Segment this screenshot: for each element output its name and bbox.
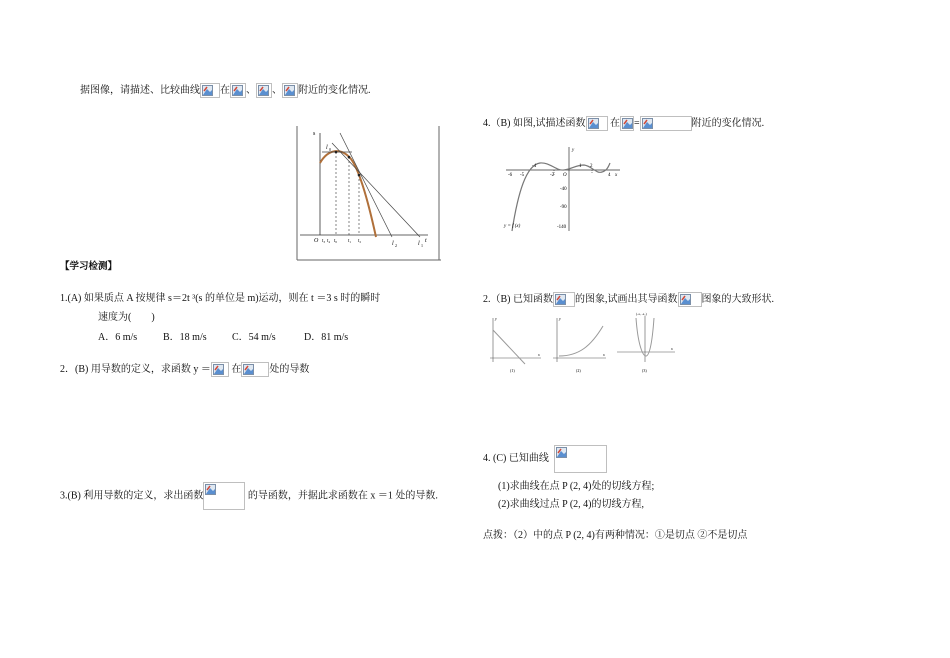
q1-option-a: A．6 m/s (98, 332, 138, 343)
broken-image-icon (555, 294, 566, 305)
intro-text-2: 在 (220, 84, 230, 96)
q2b-text-1: 2.（B) 已知函数 (483, 293, 553, 305)
formula-image-t2 (256, 83, 272, 98)
label-l1: l (418, 241, 420, 247)
q1-option-b: B．18 m/s (163, 332, 207, 343)
tick-t2: t₂ (358, 239, 362, 244)
fig3-x2: x (603, 352, 605, 357)
fig2-y-label: y (572, 148, 575, 153)
q4b-text-4: 附近的变化情况. (691, 117, 765, 129)
q2-text-1: 2．(B) 用导数的定义，求函数 y ＝ (60, 363, 211, 375)
q4b-text-1: 4.（B) 如图,试描述函数 (483, 117, 586, 129)
q2b-text-2: 的图象,试画出其导函数 (575, 293, 678, 305)
fig2-x-label: x (615, 173, 618, 178)
broken-image-icon (642, 118, 653, 129)
q2-text-3: 处的导数 (269, 363, 310, 375)
formula-image-curve-c (554, 445, 607, 473)
tick-t4: t₄ (327, 239, 331, 244)
q2-stem (60, 362, 309, 377)
formula-image-y (211, 362, 229, 377)
formula-image-x-var (620, 116, 634, 131)
intro-text-5: 附近的变化情况. (298, 84, 371, 96)
formula-image-func (203, 482, 245, 510)
formula-image-curve (200, 83, 220, 98)
broken-image-icon (622, 118, 633, 129)
axis-t-label: t (425, 238, 427, 244)
fig3-y1: y (495, 316, 497, 321)
q1-stem: 1.(A) 如果质点 A 按规律 s＝2t ³(s 的单位是 m)运动，则在 t ＝3 s 时的瞬时 (60, 293, 381, 304)
label-l0-sub: 0 (329, 147, 331, 152)
fig3-caption-3: (3) (642, 368, 647, 373)
fig2-xtick-0: -6 (508, 173, 513, 178)
formula-image-x (241, 362, 269, 377)
q2-text-2: 在 (231, 363, 242, 375)
q4b-stem (483, 116, 764, 131)
figure-three-graphs (483, 312, 683, 376)
q2b-text-3: 图象的大致形状. (701, 293, 774, 305)
fig3-caption-2: (2) (576, 368, 581, 373)
figure-function-graph (498, 143, 626, 235)
q4b-text-2: 在 (610, 117, 620, 129)
fig2-xtick-5: 1 (579, 164, 582, 169)
q4c-stem (483, 452, 549, 465)
fig2-ytick-0: -40 (560, 187, 567, 192)
fig3-top-label: (-a, -a₂) (636, 312, 647, 316)
q3-text-1: 3.(B) 利用导数的定义，求出函数 (60, 490, 204, 502)
fig3-x3: x (671, 346, 673, 351)
q4b-text-3: = (634, 117, 640, 129)
tick-t0: t₀ (334, 239, 338, 244)
formula-image-points (640, 116, 692, 131)
q3-stem (60, 482, 438, 510)
broken-image-icon (258, 85, 269, 96)
q1-option-d: D．81 m/s (304, 332, 349, 343)
q4c-part1: (1)求曲线在点 P (2, 4)处的切线方程; (498, 481, 655, 492)
broken-image-icon (680, 294, 691, 305)
figure-tangent-lines (296, 125, 442, 261)
fig3-x1: x (538, 352, 540, 357)
section-title: 【学习检测】 (60, 261, 118, 272)
fig2-xtick-7: 4 (608, 173, 611, 178)
formula-image-fprime (678, 292, 702, 307)
formula-image-fx (586, 116, 608, 131)
q4c-text-1: 4. (C) 已知曲线 (483, 453, 549, 464)
label-l2-sub: 2 (395, 243, 397, 248)
fig3-y2: y (559, 316, 561, 321)
fig2-xtick-2: -4 (532, 164, 537, 169)
fig2-ytick-1: -90 (560, 205, 567, 210)
label-l1-sub: 1 (421, 243, 423, 248)
fig3-caption-1: (1) (510, 368, 515, 373)
broken-image-icon (205, 484, 216, 495)
fig2-xtick-4: O (563, 173, 567, 178)
broken-image-icon (588, 118, 599, 129)
label-l0: l (326, 145, 328, 151)
tick-t1: t₁ (348, 239, 352, 244)
q4c-part2: (2)求曲线过点 P (2, 4)的切线方程, (498, 499, 645, 510)
broken-image-icon (202, 85, 213, 96)
hint-text: 点拨：（2）中的点 P (2, 4)有两种情况：①是切点 ②不是切点 (483, 530, 748, 541)
label-l2: l (392, 241, 394, 247)
axis-s-label: s (313, 131, 316, 137)
intro-text-4: 、 (272, 84, 282, 96)
fig2-ytick-2: -140 (557, 225, 567, 230)
fig2-function-label: y = f (x) (504, 224, 521, 229)
broken-image-icon (232, 85, 243, 96)
intro-text-1: 据图像，请描述、比较曲线 (80, 84, 200, 96)
origin-label: O (314, 238, 319, 244)
q1-option-c: C．54 m/s (232, 332, 276, 343)
q1-stem-2: 速度为( ) (98, 312, 155, 323)
formula-image-t1 (230, 83, 246, 98)
broken-image-icon (243, 364, 254, 375)
fig2-xtick-1: -5 (520, 173, 525, 178)
formula-image-t3 (282, 83, 298, 98)
tick-t3: t₃ (322, 239, 326, 244)
q3-text-2: 的导函数，并据此求函数在 x ＝1 处的导数. (247, 490, 438, 502)
broken-image-icon (556, 447, 567, 458)
broken-image-icon (284, 85, 295, 96)
broken-image-icon (213, 364, 224, 375)
fig2-xtick-3: -2 (550, 173, 555, 178)
intro-text-3: 、 (246, 84, 256, 96)
q2b-stem (483, 292, 774, 307)
intro-line (80, 83, 371, 98)
fig2-xtick-6: 2 (590, 164, 593, 169)
formula-image-fx2 (553, 292, 575, 307)
